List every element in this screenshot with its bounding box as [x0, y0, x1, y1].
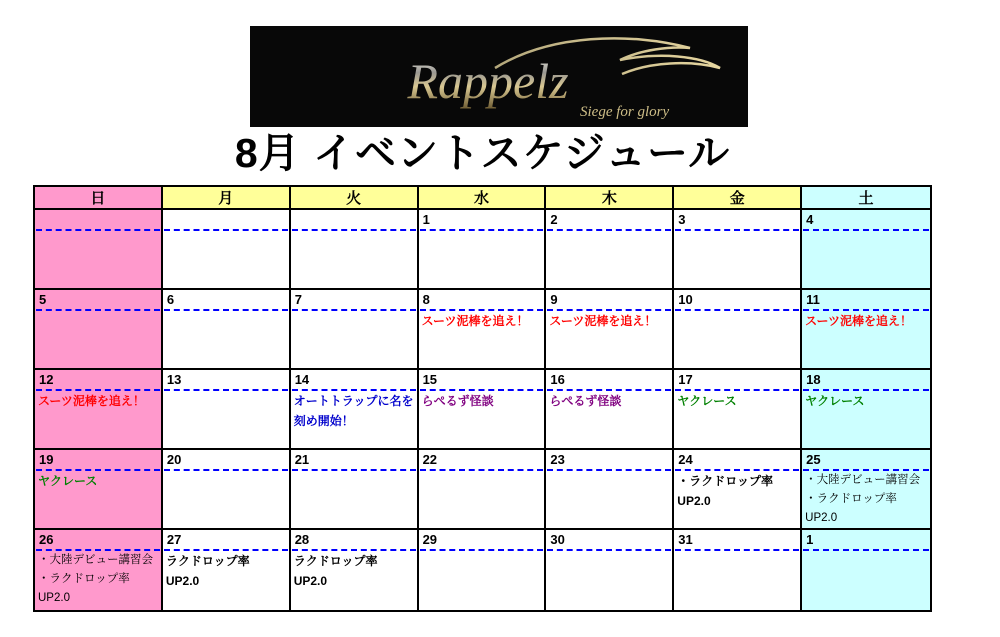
calendar-cell-r2c4 — [419, 290, 547, 370]
weekday-header-fri: 金 — [674, 187, 802, 210]
date-number: 6 — [166, 292, 175, 307]
cell-dashed-rule — [547, 549, 671, 551]
date-number: 30 — [550, 532, 565, 547]
date-number: 24 — [678, 452, 693, 467]
event-text: ラクドロップ率 — [165, 554, 250, 568]
event-text: ヤクレース — [805, 394, 865, 408]
event-text: UP2.0 — [38, 592, 70, 604]
cell-events — [291, 548, 417, 591]
cell-dashed-rule — [547, 229, 671, 231]
rappelz-logo-banner — [250, 26, 748, 127]
date-number: 18 — [806, 372, 821, 387]
cell-dashed-rule — [292, 309, 416, 311]
date-number: 15 — [422, 372, 438, 387]
event-text: オートトラップに名を刻め開始！ — [293, 394, 414, 428]
calendar-cell-r2c7 — [802, 290, 930, 370]
cell-dashed-rule — [36, 229, 160, 231]
date-number: 23 — [550, 452, 565, 467]
calendar-cell-r2c2 — [163, 290, 291, 370]
date-number: 2 — [550, 212, 558, 227]
cell-events — [35, 548, 161, 608]
calendar-cell-r3c4 — [419, 370, 547, 450]
event-text: UP2.0 — [293, 574, 328, 588]
cell-events — [674, 388, 800, 411]
logo-text: Rappelz — [407, 53, 569, 109]
calendar-cell-r2c6 — [674, 290, 802, 370]
event-text: ・大陸デビュー講習会 — [805, 474, 921, 486]
cell-dashed-rule — [803, 229, 929, 231]
calendar-cell-r3c1 — [35, 370, 163, 450]
event-text: UP2.0 — [165, 574, 200, 588]
calendar-cell-r5c3 — [291, 530, 419, 610]
event-text: ・ラクドロップ率 — [805, 493, 897, 505]
cell-events — [802, 308, 930, 331]
event-text: ・ラクドロップ率 — [677, 474, 774, 488]
cell-dashed-rule — [36, 309, 160, 311]
calendar-cell-r4c6 — [674, 450, 802, 530]
event-text: ラクドロップ率 — [293, 554, 378, 568]
calendar-cell-r1c7 — [802, 210, 930, 290]
date-number: 19 — [39, 452, 54, 467]
date-number: 14 — [294, 372, 310, 387]
cell-dashed-rule — [164, 229, 288, 231]
calendar-cell-r1c6 — [674, 210, 802, 290]
cell-dashed-rule — [164, 389, 288, 391]
event-text: ヤクレース — [38, 474, 98, 488]
event-text: らぺるず怪談 — [549, 394, 622, 408]
calendar-cell-r4c5 — [546, 450, 674, 530]
date-number: 3 — [678, 212, 686, 227]
date-number: 10 — [678, 292, 693, 307]
calendar-cell-r5c7 — [802, 530, 930, 610]
calendar-cell-r2c3 — [291, 290, 419, 370]
date-number: 8 — [422, 292, 430, 307]
rappelz-logo — [250, 26, 748, 127]
date-number: 21 — [294, 452, 310, 467]
cell-events — [546, 388, 672, 411]
cell-dashed-rule — [675, 309, 799, 311]
page-title: 8月 イベントスケジュール — [234, 130, 731, 176]
calendar-cell-r3c3 — [291, 370, 419, 450]
cell-dashed-rule — [547, 469, 671, 471]
cell-events — [291, 388, 417, 431]
date-number: 26 — [39, 532, 54, 547]
date-number: 29 — [422, 532, 438, 547]
cell-dashed-rule — [420, 549, 544, 551]
cell-dashed-rule — [803, 549, 929, 551]
date-number: 4 — [806, 212, 814, 227]
calendar-cell-r4c4 — [419, 450, 547, 530]
date-number: 9 — [550, 292, 558, 307]
date-number: 5 — [39, 292, 47, 307]
cell-dashed-rule — [292, 469, 416, 471]
cell-dashed-rule — [675, 549, 799, 551]
event-text: ヤクレース — [677, 394, 737, 408]
cell-events — [674, 468, 800, 511]
calendar-cell-r4c1 — [35, 450, 163, 530]
date-number — [291, 210, 417, 211]
calendar-cell-r2c5 — [546, 290, 674, 370]
date-number: 17 — [678, 372, 693, 387]
calendar-cell-r4c2 — [163, 450, 291, 530]
date-number: 7 — [294, 292, 302, 307]
date-number: 1 — [806, 532, 814, 547]
event-text: UP2.0 — [805, 512, 838, 524]
event-calendar — [33, 185, 932, 612]
logo-tagline: Siege for glory — [580, 104, 670, 120]
date-number: 22 — [422, 452, 438, 467]
calendar-cell-r1c3 — [291, 210, 419, 290]
cell-events — [802, 388, 930, 411]
cell-events — [419, 308, 545, 331]
cell-dashed-rule — [164, 309, 288, 311]
date-number: 27 — [166, 532, 182, 547]
weekday-header-sat: 土 — [802, 187, 930, 210]
weekday-header-mon: 月 — [163, 187, 291, 210]
event-text: UP2.0 — [677, 494, 711, 508]
cell-dashed-rule — [420, 229, 544, 231]
cell-events — [802, 468, 930, 528]
event-text: ・大陸デビュー講習会 — [38, 554, 153, 566]
date-number: 31 — [678, 532, 693, 547]
calendar-cell-r1c4 — [419, 210, 547, 290]
cell-events — [35, 388, 161, 411]
date-number: 28 — [294, 532, 310, 547]
cell-events — [546, 308, 672, 331]
date-number: 20 — [166, 452, 182, 467]
weekday-header-sun: 日 — [35, 187, 163, 210]
event-text: スーツ泥棒を追え！ — [421, 314, 529, 328]
calendar-cell-r5c6 — [674, 530, 802, 610]
date-number — [35, 210, 161, 211]
event-text: スーツ泥棒を追え！ — [549, 314, 657, 328]
cell-dashed-rule — [164, 469, 288, 471]
calendar-cell-r3c7 — [802, 370, 930, 450]
calendar-cell-r1c2 — [163, 210, 291, 290]
cell-dashed-rule — [292, 229, 416, 231]
calendar-cell-r4c3 — [291, 450, 419, 530]
calendar-cell-r2c1 — [35, 290, 163, 370]
event-text: スーツ泥棒を追え！ — [38, 394, 145, 408]
calendar-cell-r3c2 — [163, 370, 291, 450]
date-number: 13 — [166, 372, 182, 387]
date-number: 25 — [806, 452, 821, 467]
date-number: 11 — [806, 292, 820, 307]
calendar-cell-r3c5 — [546, 370, 674, 450]
cell-dashed-rule — [675, 229, 799, 231]
date-number — [163, 210, 289, 211]
calendar-cell-r3c6 — [674, 370, 802, 450]
calendar-cell-r5c1 — [35, 530, 163, 610]
event-text: スーツ泥棒を追え！ — [805, 314, 913, 328]
weekday-header-wed: 水 — [419, 187, 547, 210]
cell-dashed-rule — [420, 469, 544, 471]
date-number: 12 — [39, 372, 54, 387]
calendar-cell-r4c7 — [802, 450, 930, 530]
cell-events — [35, 468, 161, 491]
cell-events — [419, 388, 545, 411]
event-text: ・ラクドロップ率 — [38, 573, 130, 585]
weekday-header-tue: 火 — [291, 187, 419, 210]
calendar-cell-r1c1 — [35, 210, 163, 290]
calendar-cell-r5c2 — [163, 530, 291, 610]
event-text: らぺるず怪談 — [421, 394, 494, 408]
calendar-cell-r5c5 — [546, 530, 674, 610]
calendar-cell-r1c5 — [546, 210, 674, 290]
date-number: 16 — [550, 372, 565, 387]
cell-events — [163, 548, 289, 591]
calendar-cell-r5c4 — [419, 530, 547, 610]
weekday-header-thu: 木 — [546, 187, 674, 210]
date-number: 1 — [422, 212, 430, 227]
